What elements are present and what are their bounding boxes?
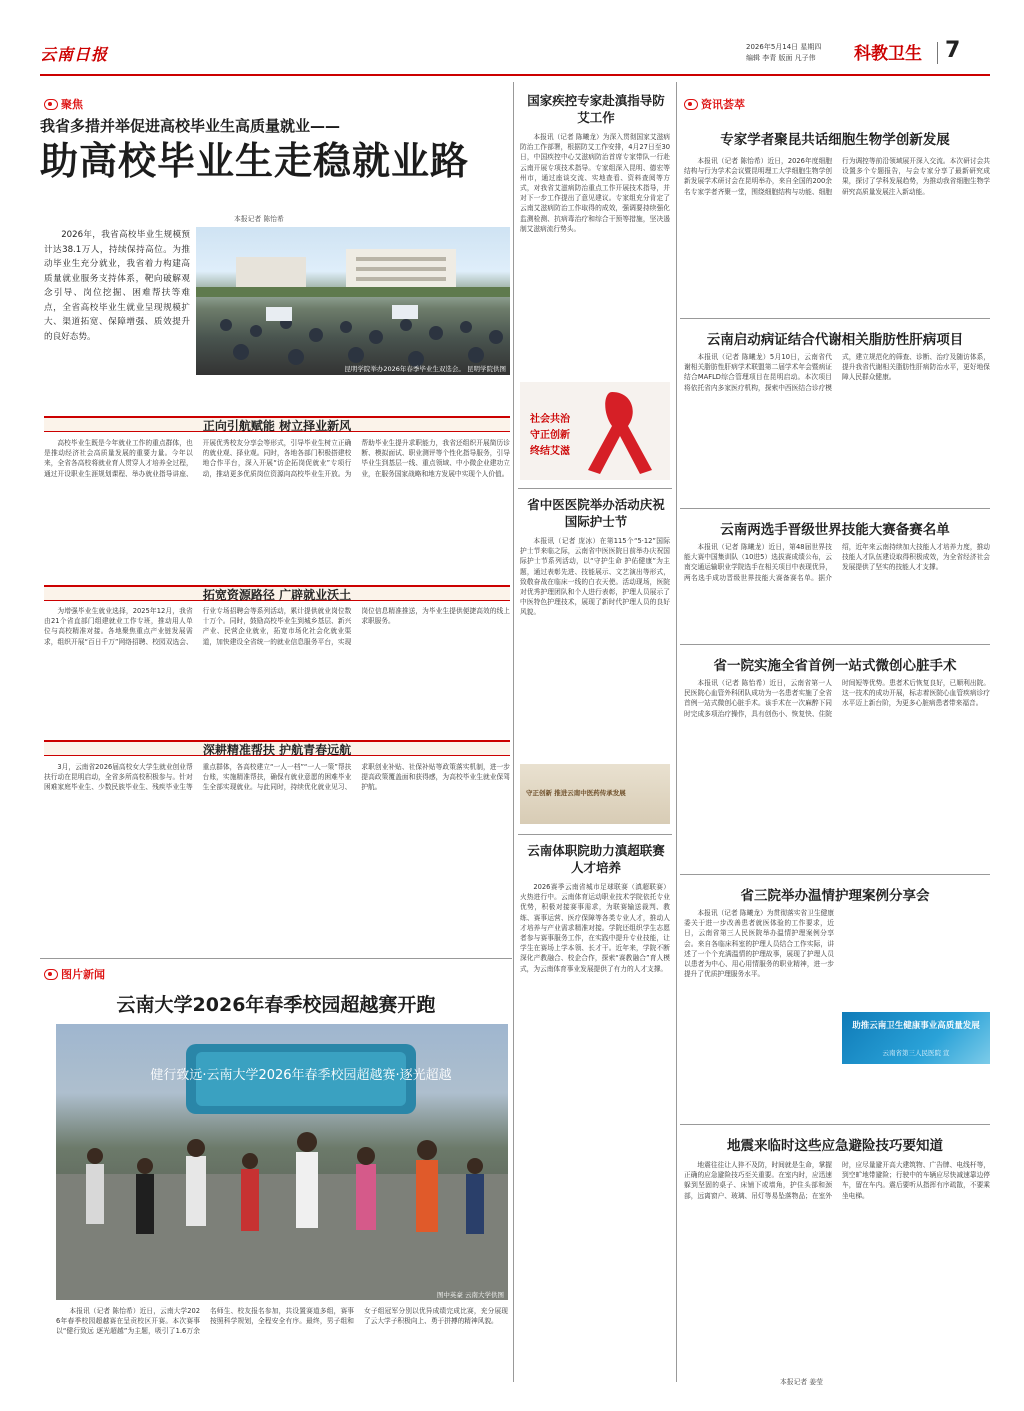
col3-article-6-body: 地震往往让人猝不及防，时间就是生命，掌握正确的应急避险技巧至关重要。在室内时，应迅速躲到坚固的桌子、床铺下或墙角，护住头部和颈部，远离窗户、玻璃、吊灯等易坠落物品；在室外时，应尽量避开高大建筑物、广告牌、电线杆等，到空旷地带避险；行驶中的车辆应尽快减速靠边停车，留在车内。震后要听从指挥有序疏散，不要乘坐电梯。 [684,1161,990,1200]
section-name: 科教卫生 [854,44,922,64]
lead-subhead-3: 深耕精准帮扶 护航青春远航 [44,740,510,756]
lead-body-1: 高校毕业生既是今年就业工作的重点群体，也是推动经济社会高质量发展的重要力量。今年以来，全省各高校将就业育人贯穿人才培养全过程，通过开设职业生涯规划课程、举办就业指导讲座、开展优秀校友分享会等形式，引导毕业生树立正确的就业观、择业观。同时，各地各部门积极搭建校地合作平台，深入开展“访企拓岗促就业”专项行动，推动更多优质岗位资源向高校毕业生开放。为帮助毕业生提升求职能力，我省还组织开展简历诊断、模拟面试、职业测评等个性化指导服务，引导毕业生到基层一线、重点领域、中小微企业建功立业，在服务国家战略和地方发展中实现个人价值。 [44,439,510,478]
col2-article-2-body: 本报讯（记者 庞冰）在第115个“5·12”国际护士节来临之际，云南省中医医院日前举办庆祝国际护士节系列活动，以“守护生命 护佑健康”为主题，通过表彰先进、技能展示、文艺演出等形式，致敬奋战在临床一线的白衣天使。活动现场，医院对优秀护理团队和个人进行表彰，护理人员展示了中医特色护理技术，展现了新时代护理人员的良好风貌。 [520,537,670,617]
campus-scene [196,227,510,375]
lead-photo [196,227,510,375]
photo-news-tag: 图片新闻 [44,966,105,982]
col2-article-1-title: 国家疾控专家赴滇指导防艾工作 [527,93,665,125]
col3-article-5-title: 省三院举办温情护理案例分享会 [740,888,930,904]
banner-text: 助推云南卫生健康事业高质量发展 [852,1021,980,1031]
lead-subhead-1: 正向引航赋能 树立择业新风 [44,416,510,432]
poster-line-3: 终结艾滋 [530,446,570,457]
col3-article-3-body: 本报讯（记者 陈曦龙）近日，第48届世界技能大赛中国集训队（10进5）选拔赛成绩公布，云南交通运输职业学院选手在相关项目中表现优异，两名选手成功晋级世界技能大赛备赛名单。据介绍，近年来云南持续加大技能人才培养力度，推动技能人才队伍建设取得积极成效，为全省经济社会发展提供了坚实的技能人才支撑。 [684,543,990,582]
col3-article-4-body: 本报讯（记者 陈怡希）近日，云南省第一人民医院心血管外科团队成功为一名患者实施了全省首例一站式微创心脏手术。该手术在一次麻醉下同时完成多项治疗操作，具有创伤小、恢复快、住院时间短等优势。患者术后恢复良好，已顺利出院。这一技术的成功开展，标志着医院心血管疾病诊疗水平迈上新台阶，为更多心脏病患者带来福音。 [684,679,990,718]
race-photo [56,1024,508,1300]
news-roundup-tag: 资讯荟萃 [684,96,745,112]
hospital-banner [842,1012,990,1064]
col2-article-3-body: 2026赛季云南省城市足球联赛（滇超联赛）火热进行中。云南体育运动职业技术学院依托专业优势，积极对接赛事需求，为联赛输送裁判、教练、赛事运营、医疗保障等各类专业人才，推动人才培养与产业需求精准对接。学院还组织学生志愿者参与赛事服务工作，在实践中提升专业技能，让学生在赛场上学本领、长才干。近年来，学院不断深化产教融合、校企合作，探索“赛教融合”育人模式，为云南体育事业发展提供了有力的人才支撑。 [520,883,670,973]
nurse-day-photo [520,764,670,824]
lead-kicker: 我省多措并举促进高校毕业生高质量就业—— [40,117,341,135]
document-icon [684,99,698,110]
photo-news-title: 云南大学2026年春季校园超越赛开跑 [116,994,436,1016]
nurse-photo-caption: 守正创新 推进云南中医药传承发展 [526,789,626,797]
lead-photo-caption: 昆明学院举办2026年春季毕业生双选会。 昆明学院供图 [344,365,506,373]
col3-article-5-body: 本报讯（记者 陈曦龙）为贯彻落实省卫生健康委关于进一步改善患者就医体验的工作要求，近日，云南省第三人民医院举办温情护理案例分享会。来自各临床科室的护理人员结合工作实际，讲述了一个个充满温情的护理故事，展现了护理人员以患者为中心、用心用情服务的职业精神，进一步提升了优质护理服务水平。 [684,909,834,979]
col3-article-1-title: 专家学者聚昆共话细胞生物学创新发展 [720,132,950,148]
masthead [40,36,990,72]
aids-poster [520,382,670,480]
lead-intro: 2026年，我省高校毕业生规模预计达38.1万人，持续保持高位。为推动毕业生充分就业，我省着力构建高质量就业服务支持体系，靶向破解观念引导、岗位挖掘、困难帮扶等难点，全省高校毕业生就业呈现规模扩大、渠道拓宽、保障增强、质效提升的良好态势。 [44,230,190,342]
eye-icon [44,99,58,110]
race-photo-caption: 图中英豪 云南大学供图 [436,1291,504,1299]
col2-article-2-title: 省中医医院举办活动庆祝国际护士节 [527,497,665,529]
focus-tag: 聚焦 [44,96,83,112]
col3-article-4-title: 省一院实施全省首例一站式微创心脏手术 [713,658,957,674]
col3-article-6-byline: 本报记者 姜莹 [780,1378,823,1386]
lead-body-2: 为增强毕业生就业选择，2025年12月，我省由21个省直部门组建就业工作专班，推动用人单位与高校精准对接。各地聚焦重点产业链发展需求，组织开展“百日千万”网络招聘、校园双选会、行业专场招聘会等系列活动，累计提供就业岗位数十万个。同时，鼓励高校毕业生到城乡基层、新兴产业、民营企业就业，拓宽市场化社会化就业渠道，加快建设全省统一的就业信息服务平台，实现岗位信息精准推送，为毕业生提供便捷高效的线上求职服务。 [44,607,510,646]
issue-date: 2026年5月14日 星期四 [746,43,822,51]
poster-line-2: 守正创新 [530,430,570,441]
col2-article-1-body: 本报讯（记者 陈曦龙）为深入贯彻国家艾滋病防治工作部署，根据防艾工作安排，4月27日至30日，中国疾控中心艾滋病防治首席专家带队一行赴云南开展专项技术指导。专家组深入昆明、德宏等州市，通过座谈交流、实地查看、资料查阅等方式，对我省艾滋病防治重点工作开展技术指导，并对下一步工作提出了意见建议。专家组充分肯定了云南艾滋病防治工作取得的成效，强调要持续强化监测检测、抗病毒治疗和综合干预等措施，坚决遏制艾滋病流行势头。 [520,133,670,233]
page-number: 7 [945,38,961,63]
col2-article-3-title: 云南体职院助力滇超联赛人才培养 [527,843,665,875]
newspaper-logo: 云南日报 [40,45,109,64]
col3-article-1-body: 本报讯（记者 陈怡希）近日，2026年度细胞结构与行为学术会议暨昆明理工大学细胞生物学创新发展学术研讨会在昆明举办，来自全国的200余名专家学者齐聚一堂，围绕细胞结构与功能、细胞行为调控等前沿领域展开深入交流。本次研讨会共设置多个专题报告，与会专家分享了最新研究成果，探讨了学科发展趋势，为推动我省细胞生物学研究高质量发展注入新动能。 [684,157,990,196]
col3-article-2-body: 本报讯（记者 陈曦龙）5月10日，云南省代谢相关脂肪性肝病学术联盟第二届学术年会暨病证结合MAFLD综合管理项目在昆明启动。本次项目将依托省内多家医疗机构，探索中西医结合诊疗模式，建立规范化的筛查、诊断、治疗及随访体系，提升我省代谢相关脂肪性肝病防治水平，更好地保障人民群众健康。 [684,353,990,392]
col3-article-2-title: 云南启动病证结合代谢相关脂肪性肝病项目 [706,332,964,348]
lead-body-3: 3月，云南省2026届高校女大学生就业创业帮扶行动在昆明启动，全省多所高校积极参与。针对困难家庭毕业生、少数民族毕业生、残疾毕业生等重点群体，各高校建立“一人一档”“一人一策”帮扶台账，实施精准帮扶，确保有就业意愿的困难毕业生全部实现就业。与此同时，持续优化就业见习、求职创业补贴、社保补贴等政策落实机制，进一步提高政策覆盖面和获得感，为高校毕业生就业保驾护航。 [44,763,510,792]
editors-line: 编辑 李青 版面 凡子伟 [746,54,816,62]
race-banner: 健行致远·云南大学2026年春季校园超越赛·逐光超越 [150,1068,452,1083]
banner-subtext: 云南省第三人民医院 宣 [882,1049,950,1057]
poster-line-1: 社会共治 [530,414,570,425]
lead-byline: 本报记者 陈怡希 [234,215,284,223]
image-icon [44,969,58,980]
lead-title: 助高校毕业生走稳就业路 [40,139,470,183]
col3-article-3-title: 云南两选手晋级世界技能大赛备赛名单 [720,522,950,538]
col3-article-6-title: 地震来临时这些应急避险技巧要知道 [727,1138,943,1154]
photo-news-body: 本报讯（记者 陈怡希）近日，云南大学2026年春季校园超越赛在呈贡校区开赛。本次赛事以“健行致远 逐光超越”为主题，吸引了1.6万余名师生、校友报名参加，共设置赛道多组，赛事按照科学规划，全程安全有序。最终，男子组和女子组冠军分别以优异成绩完成比赛，充分展现了云大学子积极向上、勇于拼搏的精神风貌。 [56,1307,508,1336]
lead-subhead-2: 拓宽资源路径 广辟就业沃土 [44,585,510,601]
race-scene [56,1024,508,1300]
